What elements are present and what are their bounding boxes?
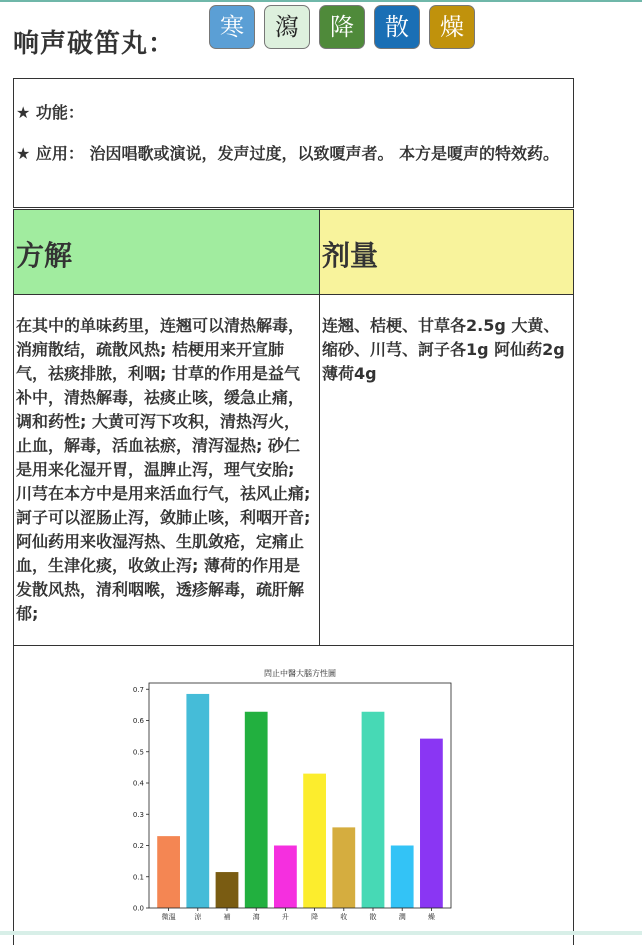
bar <box>391 846 414 909</box>
property-badge-disperse[interactable]: 散 <box>374 5 420 49</box>
y-tick-label: 0.0 <box>132 904 144 913</box>
header-row <box>13 5 633 65</box>
explanation-text: 在其中的单味药里，连翘可以清热解毒，消痈散结，疏散风热; 桔梗用来开宣肺气，祛痰排脓，利咽; 甘草的作用是益气补中，清热解毒，祛痰止咳，缓急止痛，调和药性; 大黄可泻下攻积，清热泻火，止血，解毒，活血祛瘀，清泻湿热; 砂仁是用来化湿开胃，温脾止泻，理气安胎; 川芎在本方中是用来活血行气，祛风止痛; 訶子可以涩肠止泻，敛肺止咳，利咽开音; 阿仙药用来收湿泻热、生肌敛疮，定痛止血，生津化痰，收敛止泻; 薄荷的作用是发散风热，清利咽喉，透疹解毒，疏肝解郁; <box>16 316 311 623</box>
property-badge-dry[interactable]: 燥 <box>429 5 475 49</box>
dosage-header-label: 剂量 <box>322 239 379 272</box>
y-tick-label: 0.4 <box>132 779 144 788</box>
dosage-header <box>319 209 574 295</box>
x-tick-label: 收 <box>340 913 348 921</box>
explanation-header-label: 方解 <box>16 239 73 272</box>
bar <box>332 827 355 908</box>
bar <box>245 712 268 908</box>
page-title: 响声破笛丸： <box>13 29 176 59</box>
top-border <box>0 0 642 2</box>
bar <box>420 739 443 908</box>
dosage-cell <box>319 294 574 646</box>
bar <box>362 712 385 908</box>
bar <box>157 836 180 908</box>
y-tick-label: 0.2 <box>132 842 144 850</box>
chart-panel <box>13 645 574 945</box>
y-tick-label: 0.7 <box>132 685 144 694</box>
info-panel <box>13 78 574 208</box>
x-tick-label: 補 <box>223 913 231 921</box>
bar <box>216 872 239 908</box>
bottom-border <box>0 931 642 935</box>
x-tick-label: 瀉 <box>252 913 260 921</box>
x-tick-label: 升 <box>281 913 289 921</box>
y-tick-label: 0.3 <box>132 810 144 819</box>
property-badge-cold[interactable]: 寒 <box>209 5 255 49</box>
y-tick-label: 0.5 <box>132 748 144 757</box>
bar <box>303 774 326 908</box>
y-tick-label: 0.1 <box>132 873 144 882</box>
x-tick-label: 燥 <box>427 913 435 921</box>
x-tick-label: 降 <box>311 913 319 921</box>
property-badge-descend[interactable]: 降 <box>319 5 365 49</box>
function-line: ★ 功能： <box>16 103 84 122</box>
dosage-text: 连翘、桔梗、甘草各2.5g 大黄、缩砂、川芎、訶子各1g 阿仙药2g 薄荷4g <box>322 316 565 383</box>
y-tick-label: 0.6 <box>132 717 144 725</box>
explanation-cell <box>13 294 320 646</box>
x-tick-label: 涼 <box>194 913 202 921</box>
property-badge-purge[interactable]: 瀉 <box>264 5 310 49</box>
bar <box>186 694 209 908</box>
property-bar-chart <box>14 646 575 936</box>
chart-title: 問止中醫大腦方性圖 <box>264 669 336 678</box>
bar <box>274 846 297 909</box>
x-tick-label: 散 <box>369 913 377 921</box>
x-tick-label: 微溫 <box>161 913 176 921</box>
x-tick-label: 潤 <box>398 913 406 921</box>
usage-line: ★ 应用： 治因唱歌或演说，发声过度，以致嗄声者。 本方是嗄声的特效药。 <box>16 144 560 163</box>
explanation-header <box>13 209 320 295</box>
